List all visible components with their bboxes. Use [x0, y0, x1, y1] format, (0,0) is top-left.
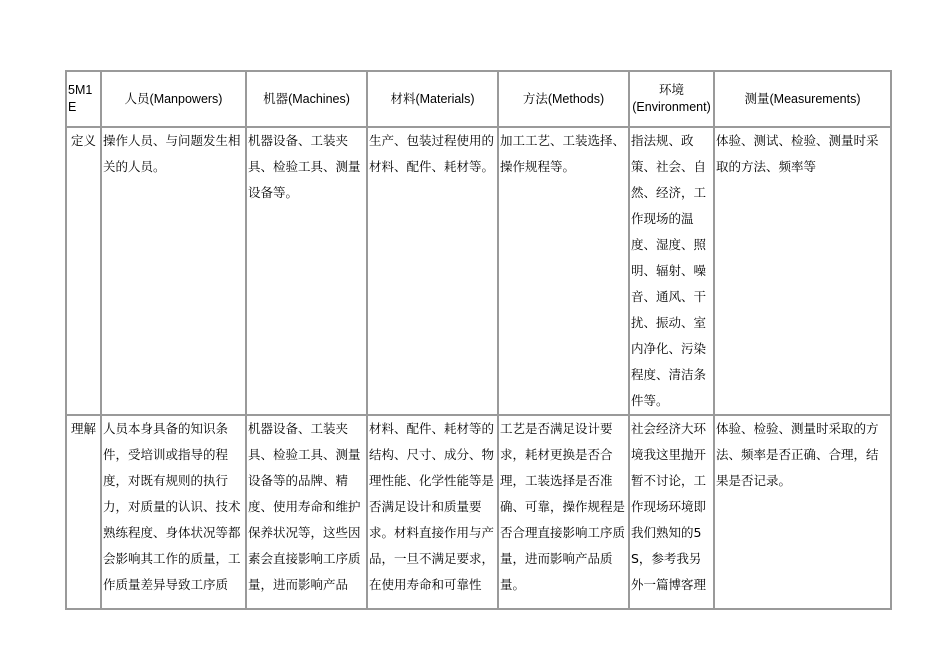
- header-machines: 机器(Machines): [246, 71, 367, 127]
- definition-manpowers: 操作人员、与问题发生相关的人员。: [101, 127, 246, 415]
- header-materials: 材料(Materials): [367, 71, 498, 127]
- understanding-methods: 工艺是否满足设计要求，耗材更换是否合理，工装选择是否准确、可靠，操作规程是否合理直接影响工序质量，进而影响产品质量。: [498, 415, 629, 609]
- row-label-understanding: 理解: [66, 415, 101, 609]
- header-manpowers: 人员(Manpowers): [101, 71, 246, 127]
- definition-materials: 生产、包装过程使用的材料、配件、耗材等。: [367, 127, 498, 415]
- understanding-environment: 社会经济大环境我这里抛开暂不讨论，工作现场环境即我们熟知的5S，参考我另外一篇博客理: [629, 415, 714, 609]
- understanding-materials: 材料、配件、耗材等的结构、尺寸、成分、物理性能、化学性能等是否满足设计和质量要求。材料直接作用与产品，一旦不满足要求，在使用寿命和可靠性: [367, 415, 498, 609]
- header-measurements: 测量(Measurements): [714, 71, 891, 127]
- header-methods: 方法(Methods): [498, 71, 629, 127]
- understanding-machines: 机器设备、工装夹具、检验工具、测量设备等的品牌、精度、使用寿命和维护保养状况等，这些因素会直接影响工序质量，进而影响产品: [246, 415, 367, 609]
- definition-row: [66, 127, 891, 415]
- definition-measurements: 体验、测试、检验、测量时采取的方法、频率等: [714, 127, 891, 415]
- header-environment: [629, 71, 714, 127]
- header-corner-cell: 5M1E: [66, 71, 101, 127]
- understanding-row: [66, 415, 891, 609]
- header-environment-cn: 环境: [658, 83, 684, 97]
- definition-environment: 指法规、政策、社会、自然、经济，工作现场的温度、湿度、照明、辐射、噪音、通风、干扰、振动、室内净化、污染程度、清洁条件等。: [629, 127, 714, 415]
- header-row: [66, 71, 891, 127]
- 5m1e-table: [65, 70, 892, 610]
- definition-machines: 机器设备、工装夹具、检验工具、测量设备等。: [246, 127, 367, 415]
- row-label-definition: 定义: [66, 127, 101, 415]
- definition-methods: 加工工艺、工装选择、操作规程等。: [498, 127, 629, 415]
- understanding-measurements: 体验、检验、测量时采取的方法、频率是否正确、合理，结果是否记录。: [714, 415, 891, 609]
- understanding-manpowers: 人员本身具备的知识条件，受培训或指导的程度，对既有规则的执行力，对质量的认识、技术熟练程度、身体状况等都会影响其工作的质量，工作质量差异导致工序质: [101, 415, 246, 609]
- header-environment-en: (Environment): [632, 100, 711, 114]
